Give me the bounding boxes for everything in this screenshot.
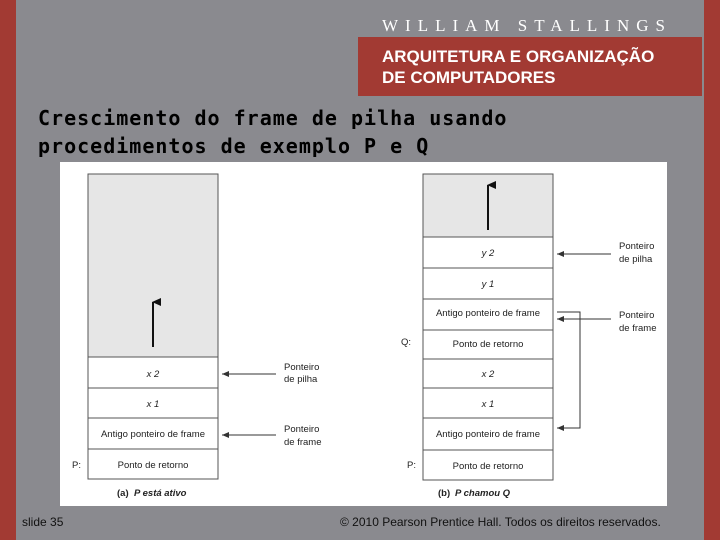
stack-a-cell-text: x 2 [146, 369, 160, 380]
frame-pointer-label-b-l1: Ponteiro [619, 310, 655, 321]
left-accent-bar [0, 0, 16, 540]
label-q-b: Q: [401, 337, 412, 348]
stack-b-cell-text: Ponto de retorno [452, 461, 524, 472]
frame-pointer-label-a-l2: de frame [284, 437, 322, 448]
stack-diagram [60, 162, 667, 506]
copyright-notice: © 2010 Pearson Prentice Hall. Todos os direitos reservados. [340, 515, 661, 529]
author-name: WILLIAM STALLINGS [382, 16, 672, 35]
book-title-line2: DE COMPUTADORES [382, 68, 556, 87]
book-title-line1: ARQUITETURA E ORGANIZAÇÃO [382, 47, 655, 66]
caption-a-prefix: (a) [117, 488, 129, 499]
caption-b-prefix: (b) [438, 488, 451, 499]
stack-b-cell-text: Ponto de retorno [452, 339, 524, 350]
stack-b-cell-text: Antigo ponteiro de frame [435, 308, 541, 319]
book-title-banner [358, 37, 702, 96]
caption-b-text: P chamou Q [455, 488, 511, 499]
stack-pointer-label-b-l1: Ponteiro [619, 241, 655, 252]
stack-a-cell-text: Antigo ponteiro de frame [100, 429, 206, 440]
right-accent-bar [704, 0, 720, 540]
stack-b [401, 174, 657, 499]
stack-pointer-label-a-l1: Ponteiro [284, 362, 320, 373]
slide-title-line2: procedimentos de exemplo P e Q [38, 134, 430, 158]
stack-frame-figure [60, 162, 667, 506]
frame-pointer-label-b-l2: de frame [619, 323, 657, 334]
caption-a-text: P está ativo [134, 488, 187, 499]
stack-b-cell-text: Antigo ponteiro de frame [435, 429, 541, 440]
slide-title [38, 104, 598, 160]
label-p-b: P: [407, 460, 416, 471]
stack-b-cell-text: y 2 [481, 248, 495, 259]
book-title [382, 46, 698, 88]
slide-title-line1: Crescimento do frame de pilha usando [38, 106, 508, 130]
frame-pointer-label-a-l1: Ponteiro [284, 424, 320, 435]
stack-pointer-label-b-l2: de pilha [619, 254, 653, 265]
stack-a-cell-text: Ponto de retorno [117, 460, 189, 471]
stack-b-cell-text: x 1 [481, 399, 495, 410]
stack-b-cell-text: y 1 [481, 279, 495, 290]
frame-link-arrow [557, 312, 580, 428]
label-p-a: P: [72, 460, 81, 471]
stack-a-cell-text: x 1 [146, 399, 160, 410]
stack-pointer-label-a-l2: de pilha [284, 374, 318, 385]
stack-a [72, 174, 322, 499]
slide-number: slide 35 [22, 515, 64, 529]
stack-b-cell-text: x 2 [481, 369, 495, 380]
